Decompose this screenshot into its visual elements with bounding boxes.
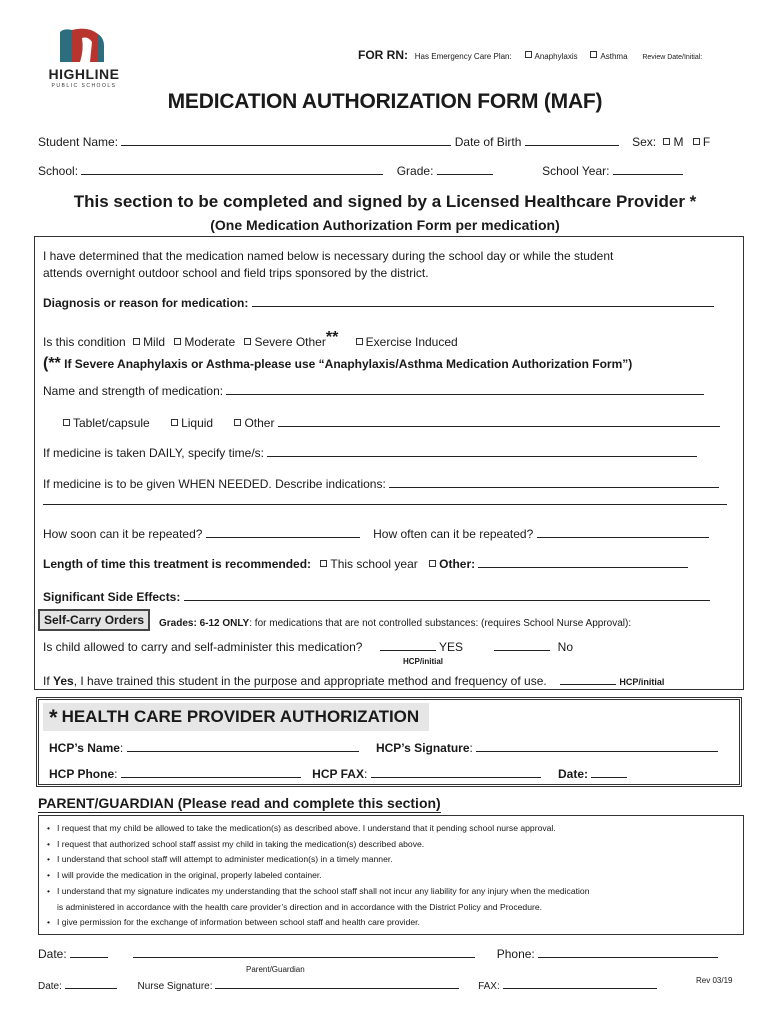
when-needed-label: If medicine is to be given WHEN NEEDED. Describe indications: [43,477,386,491]
nurse-fax-label: FAX: [478,981,500,992]
hcp-fax-field[interactable] [371,766,541,778]
hcp-date-field[interactable] [591,766,627,778]
exercise-label: Exercise Induced [365,335,458,349]
hcp-date-label: Date: [557,767,588,781]
parent-date-field[interactable] [70,946,108,958]
when-needed-row-2 [43,493,727,508]
how-often-field[interactable] [537,526,709,538]
self-carry-row [43,639,573,654]
hcp-initial-label-2: HCP/initial [619,677,665,687]
sex-label: Sex: [632,135,657,149]
hcp-phone-field[interactable] [121,766,301,778]
this-year-checkbox[interactable] [320,560,327,567]
exercise-checkbox[interactable] [356,338,363,345]
if-label: If [43,674,54,688]
other-form-label: Other [244,416,275,430]
sex-f-label: F [702,135,711,149]
mild-checkbox[interactable] [133,338,140,345]
moderate-label: Moderate [184,335,236,349]
how-soon-field[interactable] [206,526,360,538]
parent-signature-field[interactable] [133,946,475,958]
how-soon-label: How soon can it be repeated? [43,527,203,541]
grades-label: Grades: 6-12 ONLY [159,618,250,629]
anaphylaxis-label: Anaphylaxis [534,52,578,61]
this-year-label: This school year [330,557,418,571]
rn-label: FOR RN: [358,48,408,62]
intro-line-1: I have determined that the medication named below is necessary during the school day or while the student [43,249,614,263]
severe-checkbox[interactable] [244,338,251,345]
dob-label: Date of Birth [454,135,522,149]
parent-bullet: • I will provide the medication in the original, properly labeled container. [47,870,322,881]
other-length-checkbox[interactable] [429,560,436,567]
no-initial-field[interactable] [494,639,550,651]
note-text: If Severe Anaphylaxis or Asthma-please use “Anaphylaxis/Asthma Medication Authorization Form”) [60,357,633,371]
parent-bullet: • I request that authorized school staff assist my child in taking the medication(s) described above. [47,838,425,849]
review-date-label: Review Date/Initial: [642,54,703,61]
district-logo [44,28,124,94]
side-effects-row [43,589,710,604]
school-field[interactable] [81,163,383,175]
student-name-row [38,134,710,149]
other-length-field[interactable] [478,556,688,568]
parent-bullet: • I give permission for the exchange of information between school staff and health care provider. [47,917,420,928]
moderate-checkbox[interactable] [174,338,181,345]
nurse-fax-field[interactable] [503,979,657,989]
grades-rest: : for medications that are not controlled substances: (requires School Nurse Approval): [249,618,632,629]
note-mark: (** [43,355,61,372]
side-effects-field[interactable] [184,589,710,601]
mild-label: Mild [143,335,166,349]
auth-star: * [49,705,58,730]
parent-bullet-continued: is administered in accordance with the health care provider’s direction and in accordance with the District Policy and Procedure. [57,901,543,912]
healthcare-provider-section [34,236,744,690]
trained-row [43,673,664,688]
severe-note-mark: ** [325,329,339,346]
daily-label: If medicine is taken DAILY, specify time/s: [43,446,264,460]
section-title: This section to be completed and signed by a Licensed Healthcare Provider * [73,192,697,211]
parent-bullet: • I understand that my signature indicates my understanding that the school staff shall not incur any liability for any injury when the medication [47,885,590,896]
liquid-checkbox[interactable] [171,419,178,426]
name-strength-label: Name and strength of medication: [43,384,224,398]
hcp-initial-label: HCP/initial [403,657,444,666]
school-label: School: [38,164,79,178]
diagnosis-row [43,295,714,310]
daily-row [43,445,697,460]
when-needed-row [43,476,719,491]
no-label: No [557,640,573,654]
nurse-signature-field[interactable] [215,979,459,989]
emergency-plan-label: Has Emergency Care Plan: [414,52,512,61]
repeat-row [43,526,709,541]
school-year-field[interactable] [613,163,683,175]
self-carry-orders-label: Self-Carry Orders [38,609,150,631]
allowed-label: Is child allowed to carry and self-administer this medication? [43,640,363,654]
section-subtitle: (One Medication Authorization Form per medication) [210,217,560,233]
hcp-name-field[interactable] [127,740,359,752]
hcp-authorization-section [36,697,742,787]
hcp-name-label: HCP’s Name [49,741,120,755]
parent-phone-label: Phone: [496,947,535,961]
student-name-label: Student Name: [38,135,119,149]
other-form-field[interactable] [278,415,720,427]
parent-signature-row [38,946,718,961]
parent-bullet: • I request that my child be allowed to take the medication(s) as described above. I understand that it pending school nurse approval. [47,823,556,833]
sex-m-label: M [673,135,684,149]
yes-initial-field[interactable] [380,639,436,651]
tablet-label: Tablet/capsule [73,416,150,430]
form-title: MEDICATION AUTHORIZATION FORM (MAF) [167,90,603,113]
daily-field[interactable] [267,445,697,457]
rn-section [358,48,702,62]
anaphylaxis-checkbox[interactable] [525,51,532,58]
other-form-checkbox[interactable] [234,419,241,426]
length-label: Length of time this treatment is recommended: [43,557,312,571]
logo-name: HIGHLINE [48,66,120,82]
parent-phone-field[interactable] [538,946,718,958]
asthma-checkbox[interactable] [590,51,597,58]
when-needed-field[interactable] [389,476,719,488]
other-length-label: Other: [439,557,476,571]
auth-title [43,703,429,731]
parent-guardian-title: PARENT/GUARDIAN (Please read and complete this section) [38,795,441,811]
parent-date-label: Date: [38,947,67,961]
yes-bold: Yes [53,674,74,688]
logo-subtitle: PUBLIC SCHOOLS [51,83,117,89]
form-type-row [63,415,720,430]
nurse-date-field[interactable] [65,979,117,989]
liquid-label: Liquid [181,416,214,430]
grades-note [159,618,631,629]
auth-title-text: HEALTH CARE PROVIDER AUTHORIZATION [61,707,420,726]
hcp-phone-row: HCP Phone: HCP FAX: Date: [49,766,627,781]
nurse-signature-row [38,979,657,992]
grade-label: Grade: [396,164,434,178]
length-row [43,556,688,571]
condition-label: Is this condition [43,335,126,349]
trained-label: , I have trained this student in the purpose and appropriate method and frequency of use. [73,674,547,688]
condition-row [43,329,458,349]
parent-guardian-section [38,815,744,935]
hcp-signature-field[interactable] [476,740,718,752]
highline-logo-icon [58,28,106,64]
grade-field[interactable] [437,163,493,175]
tablet-checkbox[interactable] [63,419,70,426]
school-year-label: School Year: [542,164,610,178]
nurse-signature-label: Nurse Signature: [137,981,213,992]
severe-note [43,355,632,373]
hcp-signature-label: HCP’s Signature [375,741,470,755]
diagnosis-label: Diagnosis or reason for medication: [43,296,249,310]
name-strength-row [43,383,704,398]
dob-field[interactable] [525,134,619,146]
student-name-field[interactable] [121,134,451,146]
revision-label: Rev 03/19 [696,976,733,985]
hcp-phone-label: HCP Phone [49,767,115,781]
how-often-label: How often can it be repeated? [373,527,534,541]
parent-bullet: • I understand that school staff will attempt to administer medication(s) in a timely manner. [47,854,393,865]
intro-line-2: attends overnight outdoor school and field trips sponsored by the district. [43,266,429,280]
school-row [38,163,683,178]
side-effects-label: Significant Side Effects: [43,590,181,604]
sex-m-checkbox[interactable] [663,138,670,145]
parent-guardian-sublabel: Parent/Guardian [246,965,305,974]
asthma-label: Asthma [600,52,628,61]
trained-initial-field[interactable] [560,673,616,685]
diagnosis-field[interactable] [252,295,714,307]
sex-f-checkbox[interactable] [693,138,700,145]
hcp-name-row: HCP’s Name: HCP’s Signature: [49,740,718,755]
when-needed-field-2[interactable] [43,493,727,505]
nurse-date-label: Date: [38,981,62,992]
hcp-fax-label: HCP FAX [312,767,364,781]
name-strength-field[interactable] [226,383,704,395]
severe-label: Severe Other [254,335,326,349]
yes-label: YES [438,640,463,654]
